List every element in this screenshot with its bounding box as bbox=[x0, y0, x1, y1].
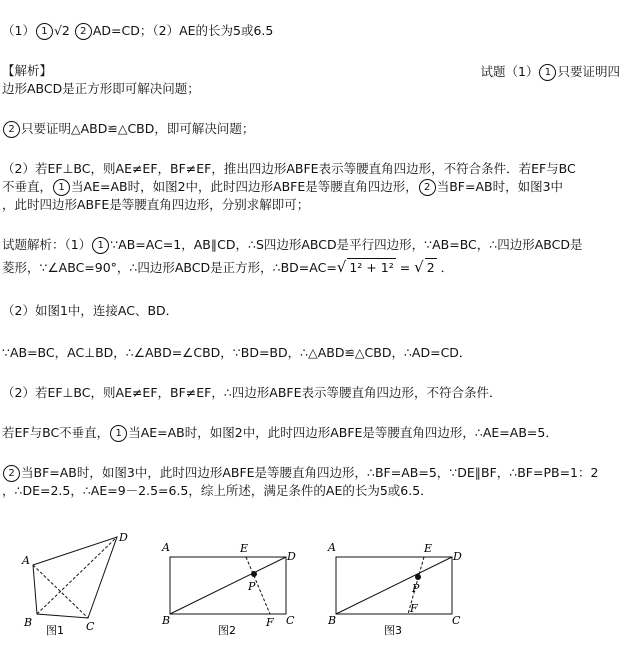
fig3-label-e: E bbox=[424, 542, 433, 555]
answer-line bbox=[2, 22, 273, 40]
fig1-label-a: A bbox=[22, 554, 30, 567]
fig2-label-b: B bbox=[162, 614, 171, 627]
figure-3 bbox=[327, 541, 462, 637]
s1-result: 2 bbox=[426, 260, 435, 275]
fig2-diagonal-bd bbox=[170, 557, 286, 614]
circled-number-1: 1 bbox=[110, 425, 127, 442]
analysis-right-prefix: 试题（1） bbox=[480, 64, 539, 79]
solution-s6-a bbox=[2, 464, 598, 482]
sqrt-sign-icon: √ bbox=[336, 258, 347, 276]
answer-part1: √2 bbox=[53, 23, 70, 38]
figure-2 bbox=[161, 541, 296, 637]
circled-number-1: 1 bbox=[36, 23, 53, 40]
analysis-right-suffix: 只要证明四 bbox=[557, 64, 620, 79]
circled-number-1: 1 bbox=[92, 237, 109, 254]
fig2-caption: 图2 bbox=[218, 624, 236, 637]
circled-number-2: 2 bbox=[3, 465, 20, 482]
analysis-para2-b bbox=[2, 178, 563, 196]
solution-s4: （2）若EF⊥BC，则AE≠EF，BF≠EF，∴四边形ABFE表示等腰直角四边形，不符合条件． bbox=[2, 385, 502, 400]
fig3-label-f: F bbox=[410, 602, 418, 615]
para2-b3: 当BF=AB时，如图3中 bbox=[436, 179, 564, 194]
fig2-label-f: F bbox=[266, 616, 274, 629]
analysis-line3 bbox=[2, 120, 254, 138]
fig2-label-p: P bbox=[248, 580, 256, 593]
para2-b1: 不垂直， bbox=[2, 179, 53, 194]
figure-1 bbox=[21, 531, 128, 637]
fig3-label-a: A bbox=[328, 541, 336, 554]
para2-b2: 当AE=AB时，如图2中，此时四边形ABFE是等腰直角四边形， bbox=[71, 179, 418, 194]
fig3-point-p bbox=[415, 574, 421, 580]
solution-s2: （2）如图1中，连接AC、BD． bbox=[2, 303, 179, 318]
solution-s3: ∵AB=BC，AC⊥BD，∴∠ABD=∠CBD，∵BD=BD，∴△ABD≌△CBD，∴AD=CD． bbox=[2, 345, 472, 360]
fig2-label-c: C bbox=[286, 614, 295, 627]
solution-s6-b: ，∴DE=2.5，∴AE=9－2.5=6.5，综上所述，满足条件的AE的长为5或6.5． bbox=[2, 483, 433, 498]
fig3-caption: 图3 bbox=[384, 624, 402, 637]
analysis-para2-c: ，此时四边形ABFE是等腰直角四边形，分别求解即可； bbox=[2, 197, 310, 212]
s5-b: 当AE=AB时，如图2中，此时四边形ABFE是等腰直角四边形，∴AE=AB=5． bbox=[128, 425, 558, 440]
analysis-right-text bbox=[481, 62, 620, 81]
solution-s1-a bbox=[2, 236, 583, 254]
fig2-label-e: E bbox=[240, 542, 249, 555]
fig3-label-b: B bbox=[328, 614, 337, 627]
s1-end: ． bbox=[440, 260, 454, 275]
fig1-diagonal-bd bbox=[37, 537, 117, 614]
circled-number-1: 1 bbox=[53, 179, 70, 196]
fig3-diagonal-bd bbox=[336, 557, 452, 614]
fig1-label-c: C bbox=[86, 620, 95, 633]
circled-number-2: 2 bbox=[3, 121, 20, 138]
fig1-label-d: D bbox=[119, 531, 128, 544]
s1-c: 菱形，∵∠ABC=90°，∴四边形ABCD是正方形，∴BD=AC= bbox=[2, 260, 337, 275]
fig2-label-d: D bbox=[287, 550, 296, 563]
sqrt-sign-icon: √ bbox=[414, 258, 424, 276]
analysis-line2: 边形ABCD是正方形即可解决问题； bbox=[2, 81, 200, 96]
solution-s1-c bbox=[2, 258, 453, 277]
circled-number-2: 2 bbox=[75, 23, 92, 40]
s1-a: 试题解析：（1） bbox=[2, 237, 92, 252]
fig1-caption: 图1 bbox=[46, 624, 64, 637]
fig3-label-c: C bbox=[452, 614, 461, 627]
analysis-line3-text: 只要证明△ABD≌△CBD，即可解决问题； bbox=[21, 121, 255, 136]
s5-a: 若EF与BC不垂直， bbox=[2, 425, 110, 440]
fig3-label-d: D bbox=[453, 550, 462, 563]
solution-s5 bbox=[2, 424, 558, 442]
fig2-point-p bbox=[251, 571, 257, 577]
circled-number-1: 1 bbox=[539, 64, 556, 81]
answer-prefix: （1） bbox=[2, 23, 35, 38]
answer-part2: AD=CD；（2）AE的长为5或6.5 bbox=[92, 23, 274, 38]
analysis-para2-a: （2）若EF⊥BC，则AE≠EF，BF≠EF，推出四边形ABFE表示等腰直角四边形，不符合条件．若EF与BC bbox=[2, 161, 576, 176]
figures bbox=[0, 520, 630, 669]
analysis-heading: 【解析】 bbox=[2, 63, 53, 78]
s1-eq: = bbox=[399, 260, 411, 275]
fig1-label-b: B bbox=[24, 616, 33, 629]
fig3-label-p: P bbox=[412, 582, 420, 595]
fig2-label-a: A bbox=[162, 541, 170, 554]
s6-a: 当BF=AB时，如图3中，此时四边形ABFE是等腰直角四边形，∴BF=AB=5，∵DE∥BF，∴BF=PB=1：2 bbox=[21, 465, 599, 480]
s1-b: ∵AB=AC=1，AB∥CD，∴S四边形ABCD是平行四边形，∵AB=BC，∴四边形ABCD是 bbox=[110, 237, 583, 252]
s1-radicand: 1² + 1² bbox=[349, 260, 394, 275]
circled-number-2: 2 bbox=[419, 179, 436, 196]
